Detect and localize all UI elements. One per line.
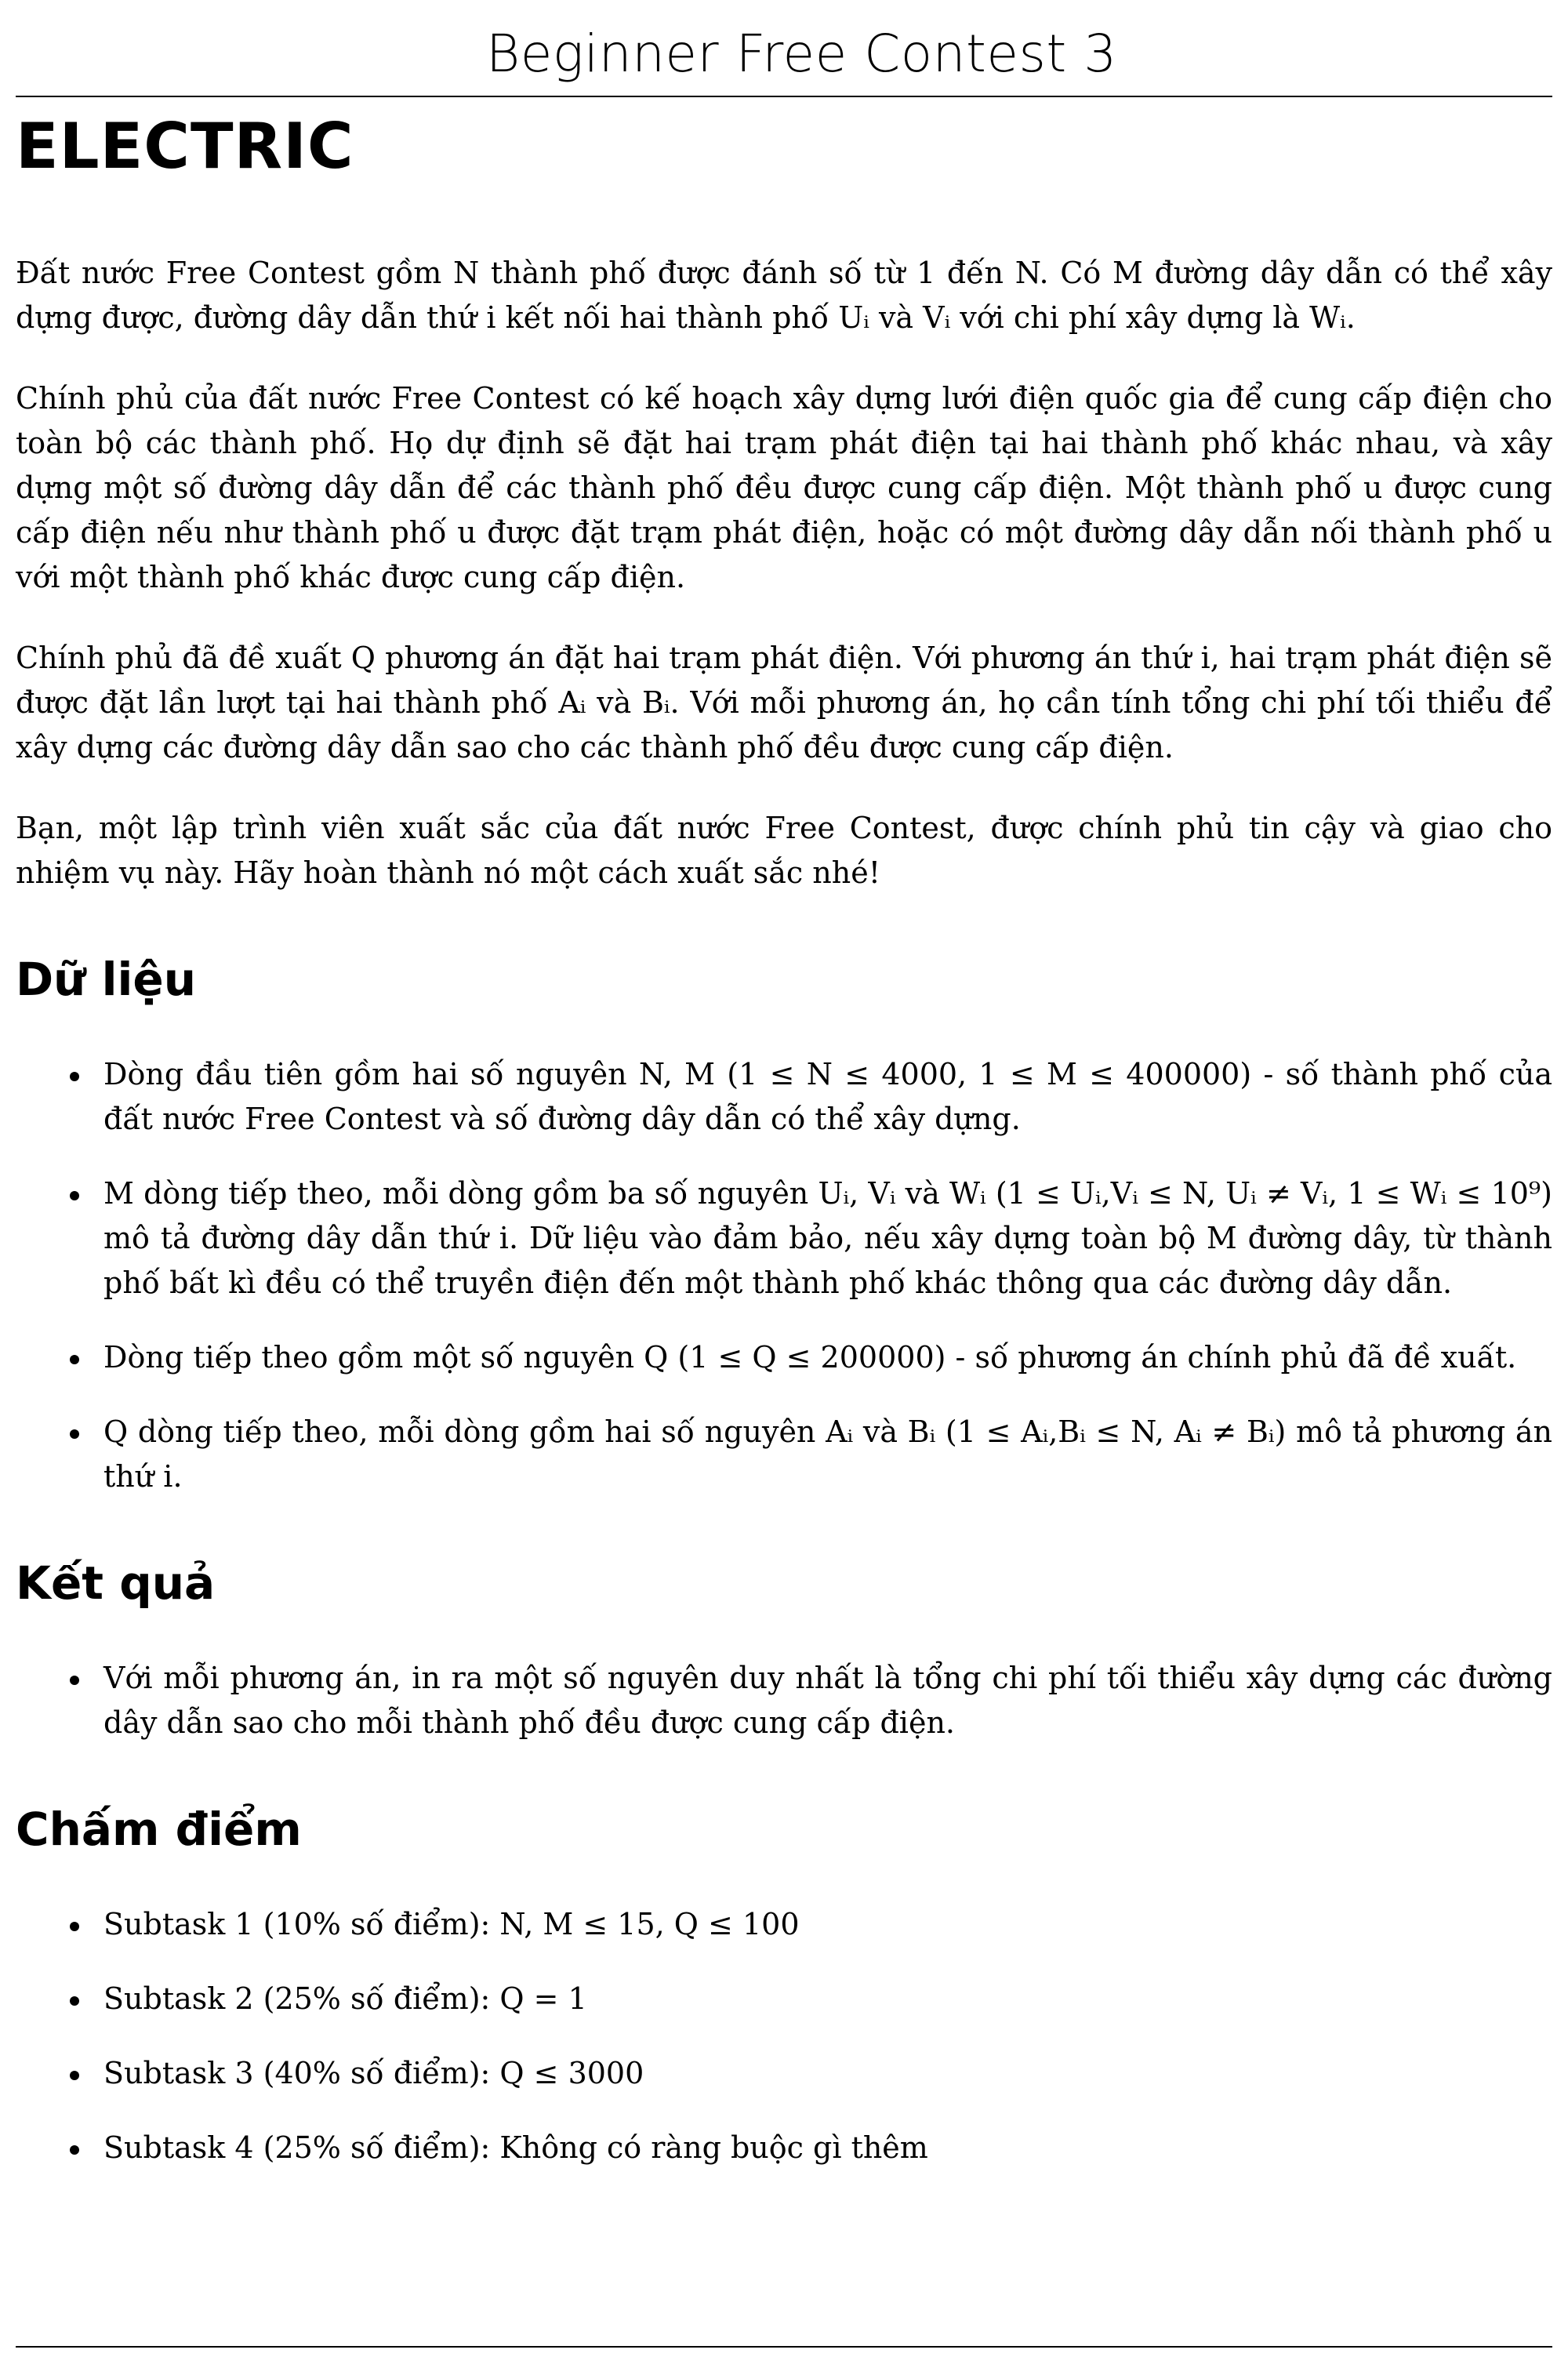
scoring-heading: Chấm điểm xyxy=(16,1803,302,1856)
statement-section xyxy=(16,251,1552,895)
subtask-item: Subtask 1 (10% số điểm): N, M ≤ 15, Q ≤ 100 xyxy=(16,1902,1552,1947)
output-heading: Kết quả xyxy=(16,1556,216,1610)
statement-paragraph: Đất nước Free Contest gồm N thành phố được đánh số từ 1 đến N. Có M đường dây dẫn có thể xây dựng được, đường dây dẫn thứ i kết nối hai thành phố Uᵢ và Vᵢ với chi phí xây dựng là Wᵢ. xyxy=(16,256,1552,335)
page-header xyxy=(16,20,1552,97)
output-list xyxy=(16,1656,1552,1745)
subtask-item: Subtask 3 (40% số điểm): Q ≤ 3000 xyxy=(16,2051,1552,2096)
statement-paragraph: Chính phủ của đất nước Free Contest có kế hoạch xây dựng lưới điện quốc gia để cung cấp điện cho toàn bộ các thành phố. Họ dự định sẽ đặt hai trạm phát điện tại hai thành phố khác nhau, và xây dựng một số đường dây dẫn để các thành phố đều được cung cấp điện. Một thành phố u được cung cấp điện nếu như thành phố u được đặt trạm phát điện, hoặc có một đường dây dẫn nối thành phố u với một thành phố khác được cung cấp điện. xyxy=(16,381,1552,594)
problem-title: ELECTRIC xyxy=(16,110,354,183)
input-list xyxy=(16,1052,1552,1499)
input-item: Q dòng tiếp theo, mỗi dòng gồm hai số nguyên Aᵢ và Bᵢ (1 ≤ Aᵢ,Bᵢ ≤ N, Aᵢ ≠ Bᵢ) mô tả phương án thứ i. xyxy=(16,1410,1552,1499)
input-item: Dòng đầu tiên gồm hai số nguyên N, M (1 ≤ N ≤ 4000, 1 ≤ M ≤ 400000) - số thành phố của đất nước Free Contest và số đường dây dẫn có thể xây dựng. xyxy=(16,1052,1552,1142)
statement-paragraph: Bạn, một lập trình viên xuất sắc của đất nước Free Contest, được chính phủ tin cậy và giao cho nhiệm vụ này. Hãy hoàn thành nó một cách xuất sắc nhé! xyxy=(16,811,1552,890)
footer-divider xyxy=(16,2346,1552,2348)
output-item: Với mỗi phương án, in ra một số nguyên duy nhất là tổng chi phí tối thiểu xây dựng các đường dây dẫn sao cho mỗi thành phố đều được cung cấp điện. xyxy=(16,1656,1552,1745)
contest-title: Beginner Free Contest 3 xyxy=(486,24,1117,84)
input-item: Dòng tiếp theo gồm một số nguyên Q (1 ≤ Q ≤ 200000) - số phương án chính phủ đã đề xuất. xyxy=(16,1335,1552,1380)
problem-body xyxy=(16,251,1552,2200)
input-item: M dòng tiếp theo, mỗi dòng gồm ba số nguyên Uᵢ, Vᵢ và Wᵢ (1 ≤ Uᵢ,Vᵢ ≤ N, Uᵢ ≠ Vᵢ, 1 ≤ Wᵢ ≤ 10⁹) mô tả đường dây dẫn thứ i. Dữ liệu vào đảm bảo, nếu xây dựng toàn bộ M đường dây, từ thành phố bất kì đều có thể truyền điện đến một thành phố khác thông qua các đường dây dẫn. xyxy=(16,1171,1552,1306)
subtask-item: Subtask 4 (25% số điểm): Không có ràng buộc gì thêm xyxy=(16,2126,1552,2170)
subtask-item: Subtask 2 (25% số điểm): Q = 1 xyxy=(16,1977,1552,2021)
scoring-list xyxy=(16,1902,1552,2170)
statement-paragraph: Chính phủ đã đề xuất Q phương án đặt hai trạm phát điện. Với phương án thứ i, hai trạm phát điện sẽ được đặt lần lượt tại hai thành phố Aᵢ và Bᵢ. Với mỗi phương án, họ cần tính tổng chi phí tối thiểu để xây dựng các đường dây dẫn sao cho các thành phố đều được cung cấp điện. xyxy=(16,641,1552,764)
input-heading: Dữ liệu xyxy=(16,953,197,1006)
